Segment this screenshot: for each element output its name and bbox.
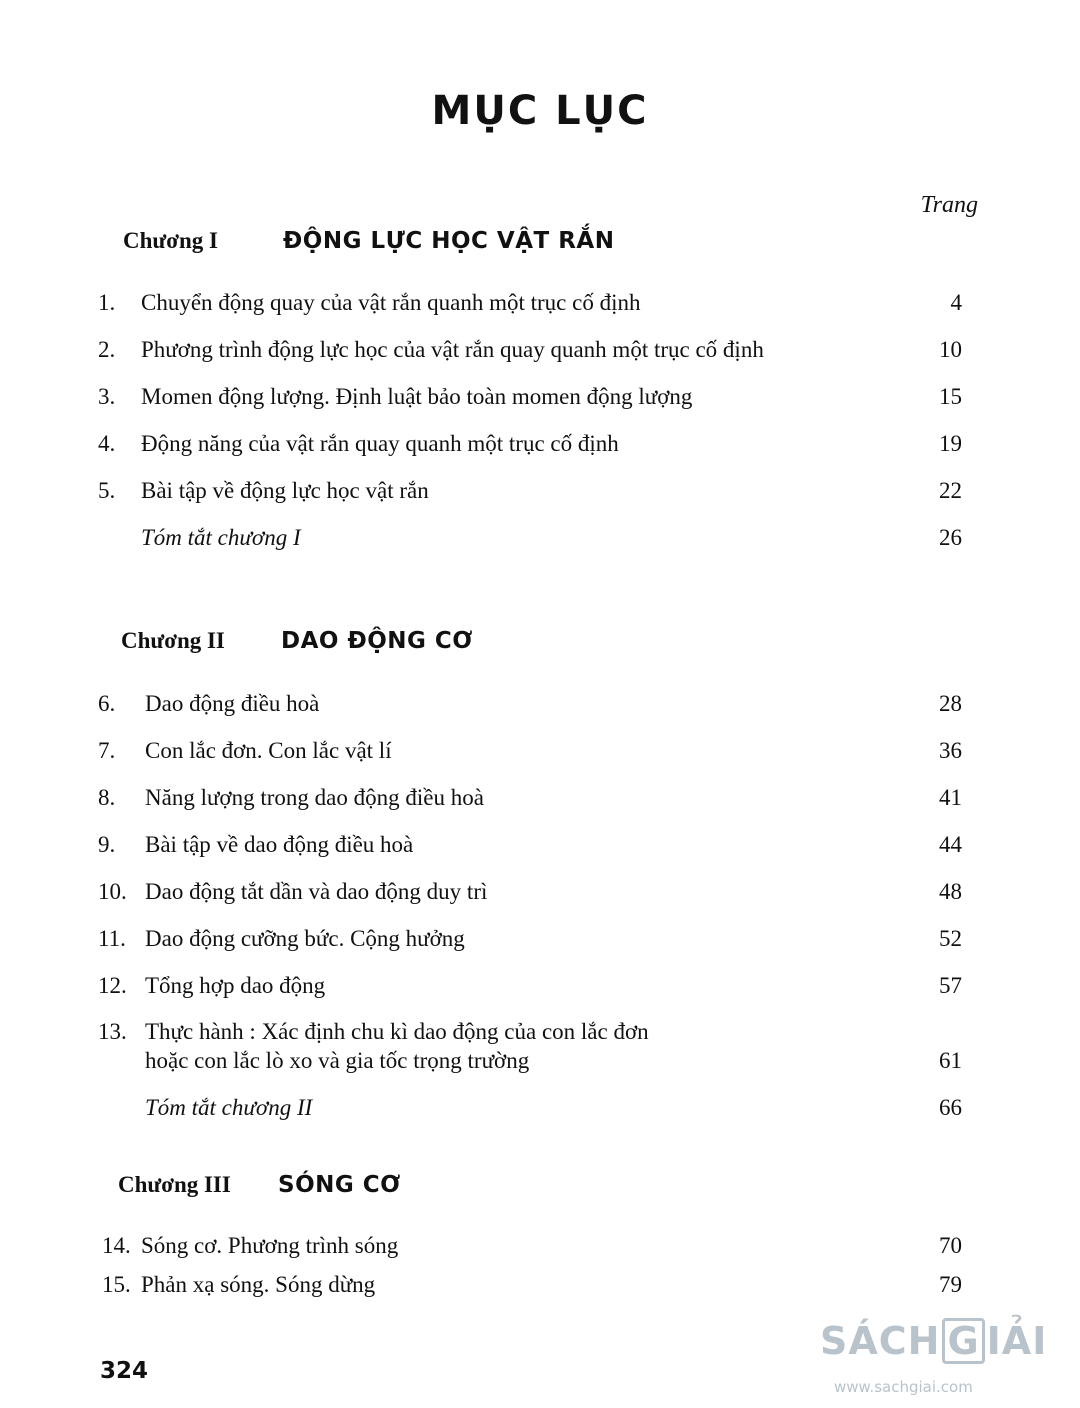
entry-title: Thực hành : Xác định chu kì dao động của con lắc đơn bbox=[145, 1019, 649, 1044]
chapter-heading-2 bbox=[121, 628, 473, 654]
entry-title: Bài tập về động lực học vật rắn bbox=[141, 478, 429, 503]
watermark-logo bbox=[820, 1318, 1047, 1364]
entry-title: Năng lượng trong dao động điều hoà bbox=[145, 785, 484, 810]
entry-number: 7. bbox=[98, 738, 116, 763]
summary-title: Tóm tắt chương II bbox=[145, 1095, 313, 1120]
entry-page: 61 bbox=[939, 1048, 962, 1073]
chapter-label: Chương II bbox=[121, 628, 225, 653]
entry-page: 57 bbox=[939, 973, 962, 998]
chapter-name: SÓNG CƠ bbox=[278, 1172, 401, 1198]
entry-page: 66 bbox=[939, 1095, 962, 1120]
entry-title: Sóng cơ. Phương trình sóng bbox=[141, 1233, 399, 1258]
chapter-heading-1 bbox=[123, 228, 614, 254]
chapter-name: ĐỘNG LỰC HỌC VẬT RẮN bbox=[283, 228, 615, 254]
toc-entry[interactable] bbox=[0, 1017, 1024, 1077]
entry-page: 10 bbox=[939, 337, 962, 362]
entry-number: 9. bbox=[98, 832, 116, 857]
entry-number: 3. bbox=[98, 384, 116, 409]
entry-page: 52 bbox=[939, 926, 962, 951]
chapter-name: DAO ĐỘNG CƠ bbox=[281, 628, 473, 654]
entry-page: 15 bbox=[939, 384, 962, 409]
watermark-text: SÁCH bbox=[820, 1319, 941, 1363]
entry-title: Động năng của vật rắn quay quanh một trục cố định bbox=[141, 431, 619, 456]
entry-page: 79 bbox=[939, 1272, 962, 1297]
entry-title: Phương trình động lực học của vật rắn quay quanh một trục cố định bbox=[141, 337, 764, 362]
entry-number: 4. bbox=[98, 431, 116, 456]
entry-number: 14. bbox=[102, 1233, 131, 1258]
entry-number: 1. bbox=[98, 290, 116, 315]
chapter-label: Chương III bbox=[118, 1172, 231, 1197]
chapter-heading-3 bbox=[118, 1172, 401, 1198]
page-number: 324 bbox=[100, 1358, 149, 1384]
entry-page: 4 bbox=[950, 290, 962, 315]
entry-title: Con lắc đơn. Con lắc vật lí bbox=[145, 738, 392, 763]
entry-title: Dao động tắt dần và dao động duy trì bbox=[145, 879, 488, 904]
entry-page: 70 bbox=[939, 1233, 962, 1258]
entry-number: 12. bbox=[98, 973, 127, 998]
entry-page: 48 bbox=[939, 879, 962, 904]
entry-page: 26 bbox=[939, 525, 962, 550]
entry-page: 41 bbox=[939, 785, 962, 810]
page-column-label: Trang bbox=[920, 192, 978, 218]
entry-number: 11. bbox=[98, 926, 126, 951]
entry-title: Bài tập về dao động điều hoà bbox=[145, 832, 414, 857]
entry-title: Chuyển động quay của vật rắn quanh một trục cố định bbox=[141, 290, 641, 315]
entry-number: 15. bbox=[102, 1272, 131, 1297]
entry-title: Dao động điều hoà bbox=[145, 691, 320, 716]
watermark-text-end: IẢI bbox=[986, 1319, 1048, 1363]
chapter-label: Chương I bbox=[123, 228, 218, 253]
entry-title: Phản xạ sóng. Sóng dừng bbox=[141, 1272, 376, 1297]
page-title: MỤC LỤC bbox=[431, 88, 649, 134]
entry-number: 10. bbox=[98, 879, 127, 904]
entry-title-continued: hoặc con lắc lò xo và gia tốc trọng trường bbox=[145, 1048, 530, 1073]
watermark-box-letter: G bbox=[942, 1318, 984, 1364]
entry-page: 36 bbox=[939, 738, 962, 763]
entry-page: 19 bbox=[939, 431, 962, 456]
entry-page: 28 bbox=[939, 691, 962, 716]
entry-title: Tổng hợp dao động bbox=[145, 973, 326, 998]
watermark-url: www.sachgiai.com bbox=[834, 1378, 973, 1396]
entry-title: Momen động lượng. Định luật bảo toàn momen động lượng bbox=[141, 384, 693, 409]
entry-number: 8. bbox=[98, 785, 116, 810]
entry-title: Dao động cưỡng bức. Cộng hưởng bbox=[145, 926, 465, 951]
entry-number: 5. bbox=[98, 478, 116, 503]
entry-page: 44 bbox=[939, 832, 962, 857]
entry-page: 22 bbox=[939, 478, 962, 503]
summary-title: Tóm tắt chương I bbox=[141, 525, 301, 550]
entry-number: 2. bbox=[98, 337, 116, 362]
entry-number: 6. bbox=[98, 691, 116, 716]
entry-number: 13. bbox=[98, 1019, 127, 1044]
